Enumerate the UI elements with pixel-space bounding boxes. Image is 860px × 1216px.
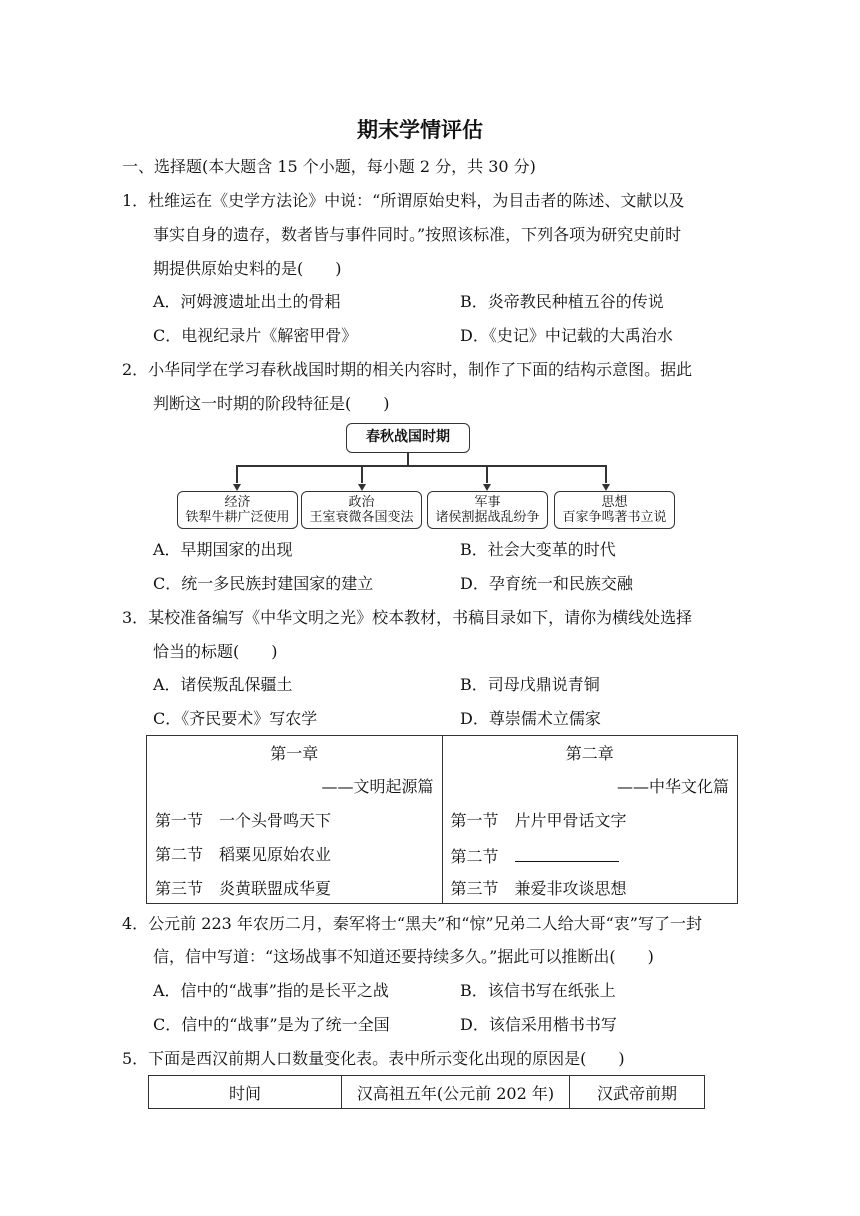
branch-head: 政治 bbox=[348, 495, 375, 510]
question-4-option-c[interactable]: C．信中的“战事”是为了统一全国 bbox=[153, 1015, 390, 1034]
toc-row: 第三节 炎黄联盟成华夏 bbox=[155, 879, 332, 898]
branch-body: 铁犁牛耕广泛使用 bbox=[185, 510, 290, 525]
toc-row: 第三节 兼爱非攻谈思想 bbox=[450, 879, 627, 898]
answer-blank[interactable] bbox=[515, 845, 619, 862]
population-table bbox=[148, 1075, 705, 1109]
question-1-line-3: 期提供原始史料的是( ) bbox=[153, 259, 342, 278]
table-of-contents bbox=[146, 735, 738, 904]
diagram-connector bbox=[236, 465, 606, 467]
branch-head: 经济 bbox=[224, 495, 251, 510]
diagram-branch-economy bbox=[177, 491, 298, 529]
question-3-option-b[interactable]: B．司母戊鼎说青铜 bbox=[460, 675, 600, 694]
arrow-icon bbox=[483, 484, 491, 491]
diagram-root-box: 春秋战国时期 bbox=[346, 423, 470, 453]
table-header-cell: 汉武帝前期 bbox=[570, 1076, 705, 1109]
page-title: 期末学情评估 bbox=[357, 118, 483, 142]
question-3-line-1: 3．某校准备编写《中华文明之光》校本教材，书稿目录如下，请你为横线处选择 bbox=[122, 608, 693, 627]
chapter-subtitle: ——文明起源篇 bbox=[321, 777, 434, 796]
diagram-branch-military bbox=[427, 491, 548, 529]
question-3-line-2: 恰当的标题( ) bbox=[153, 642, 278, 661]
toc-row-blank bbox=[451, 845, 619, 867]
question-4-option-a[interactable]: A．信中的“战事”指的是长平之战 bbox=[153, 981, 389, 1000]
question-4-line-2: 信，信中写道：“这场战事不知道还要持续多久。”据此可以推断出( ) bbox=[153, 947, 654, 966]
diagram-branch-politics bbox=[301, 491, 422, 529]
toc-column-left bbox=[147, 736, 443, 904]
branch-head: 思想 bbox=[601, 495, 628, 510]
question-2-option-d[interactable]: D．孕育统一和民族交融 bbox=[460, 574, 633, 593]
question-2-option-b[interactable]: B．社会大变革的时代 bbox=[460, 540, 616, 559]
question-3-option-d[interactable]: D．尊崇儒术立儒家 bbox=[460, 709, 601, 728]
table-header-cell: 时间 bbox=[149, 1076, 342, 1109]
question-1-option-b[interactable]: B．炎帝教民种植五谷的传说 bbox=[460, 292, 664, 311]
question-2-line-1: 2．小华同学在学习春秋战国时期的相关内容时，制作了下面的结构示意图。据此 bbox=[122, 360, 693, 379]
question-4-option-d[interactable]: D．该信采用楷书书写 bbox=[460, 1015, 617, 1034]
section-heading: 一、选择题(本大题含 15 个小题，每小题 2 分，共 30 分) bbox=[122, 157, 536, 176]
chapter-subtitle: ——中华文化篇 bbox=[616, 777, 729, 796]
table-header-cell: 汉高祖五年(公元前 202 年) bbox=[342, 1076, 570, 1109]
diagram-connector bbox=[236, 465, 238, 483]
question-3-option-a[interactable]: A．诸侯叛乱保疆土 bbox=[153, 675, 293, 694]
question-5-line-1: 5．下面是西汉前期人口数量变化表。表中所示变化出现的原因是( ) bbox=[122, 1049, 625, 1068]
question-1-line-2: 事实自身的遗存，数者皆与事件同时。”按照该标准，下列各项为研究史前时 bbox=[153, 225, 682, 244]
arrow-icon bbox=[233, 484, 241, 491]
question-1-option-a[interactable]: A．河姆渡遗址出土的骨耜 bbox=[153, 292, 341, 311]
diagram-connector bbox=[486, 465, 488, 483]
toc-row: 第一节 片片甲骨话文字 bbox=[450, 811, 627, 830]
question-4-line-1: 4．公元前 223 年农历二月，秦军将士“黑夫”和“惊”兄弟二人给大哥“衷”写了一封 bbox=[122, 914, 702, 933]
question-1-option-c[interactable]: C．电视纪录片《解密甲骨》 bbox=[153, 326, 358, 345]
diagram-branch-thought bbox=[554, 491, 675, 529]
branch-body: 百家争鸣著书立说 bbox=[562, 510, 667, 525]
question-3-option-c[interactable]: C．《齐民要术》写农学 bbox=[153, 709, 318, 728]
diagram-connector bbox=[605, 465, 607, 483]
toc-row: 第二节 稻粟见原始农业 bbox=[155, 845, 332, 864]
question-4-option-b[interactable]: B．该信书写在纸张上 bbox=[460, 981, 616, 1000]
question-2-option-a[interactable]: A．早期国家的出现 bbox=[153, 540, 293, 559]
branch-body: 王室衰微各国变法 bbox=[309, 510, 414, 525]
diagram-connector bbox=[361, 465, 363, 483]
chapter-title: 第一章 bbox=[270, 744, 319, 763]
diagram-connector bbox=[407, 453, 409, 465]
chapter-title: 第二章 bbox=[565, 744, 614, 763]
toc-column-right bbox=[442, 736, 738, 904]
question-1-line-1: 1．杜维运在《史学方法论》中说：“所谓原始史料，为目击者的陈述、文献以及 bbox=[122, 191, 685, 210]
branch-head: 军事 bbox=[474, 495, 501, 510]
toc-row-label: 第二节 bbox=[450, 847, 515, 866]
question-2-line-2: 判断这一时期的阶段特征是( ) bbox=[153, 394, 390, 413]
toc-row: 第一节 一个头骨鸣天下 bbox=[155, 811, 332, 830]
branch-body: 诸侯割据战乱纷争 bbox=[435, 510, 540, 525]
question-1-option-d[interactable]: D．《史记》中记载的大禹治水 bbox=[460, 326, 673, 345]
arrow-icon bbox=[602, 484, 610, 491]
question-2-option-c[interactable]: C．统一多民族封建国家的建立 bbox=[153, 574, 374, 593]
arrow-icon bbox=[358, 484, 366, 491]
